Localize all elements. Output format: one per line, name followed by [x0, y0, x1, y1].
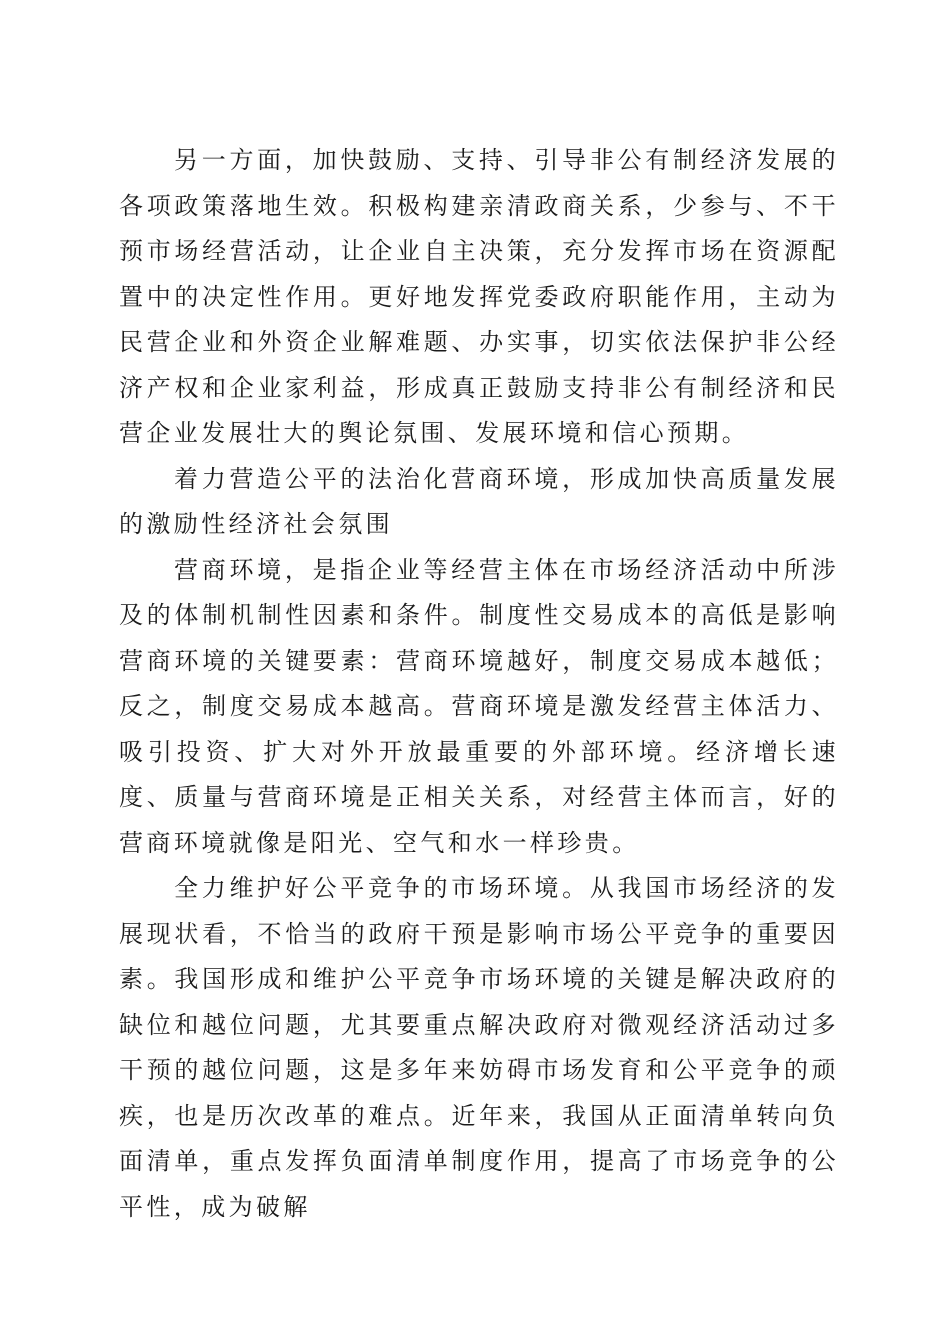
paragraph-policy-implementation: 另一方面，加快鼓励、支持、引导非公有制经济发展的各项政策落地生效。积极构建亲清政商关系，少参与、不干预市场经营活动，让企业自主决策，充分发挥市场在资源配置中的决定性作用。更好地发挥党委政府职能作用，主动为民营企业和外资企业解难题、办实事，切实依法保护非公经济产权和企业家利益，形成真正鼓励支持非公有制经济和民营企业发展壮大的舆论氛围、发展环境和信心预期。: [119, 146, 839, 447]
section-heading-business-environment: 着力营造公平的法治化营商环境，形成加快高质量发展的激励性经济社会氛围: [119, 464, 839, 538]
paragraph-fair-competition: 全力维护好公平竞争的市场环境。从我国市场经济的发展现状看，不恰当的政府干预是影响市场公平竞争的重要因素。我国形成和维护公平竞争市场环境的关键是解决政府的缺位和越位问题，尤其要重点解决政府对微观经济活动过多干预的越位问题，这是多年来妨碍市场发育和公平竞争的顽疾，也是历次改革的难点。近年来，我国从正面清单转向负面清单，重点发挥负面清单制度作用，提高了市场竞争的公平性，成为破解: [119, 874, 839, 1221]
document-body: [119, 138, 839, 1230]
paragraph-business-environment-definition: 营商环境，是指企业等经营主体在市场经济活动中所涉及的体制机制性因素和条件。制度性交易成本的高低是影响营商环境的关键要素：营商环境越好，制度交易成本越低；反之，制度交易成本越高。营商环境是激发经营主体活力、吸引投资、扩大对外开放最重要的外部环境。经济增长速度、质量与营商环境是正相关关系，对经营主体而言，好的营商环境就像是阳光、空气和水一样珍贵。: [119, 555, 839, 857]
